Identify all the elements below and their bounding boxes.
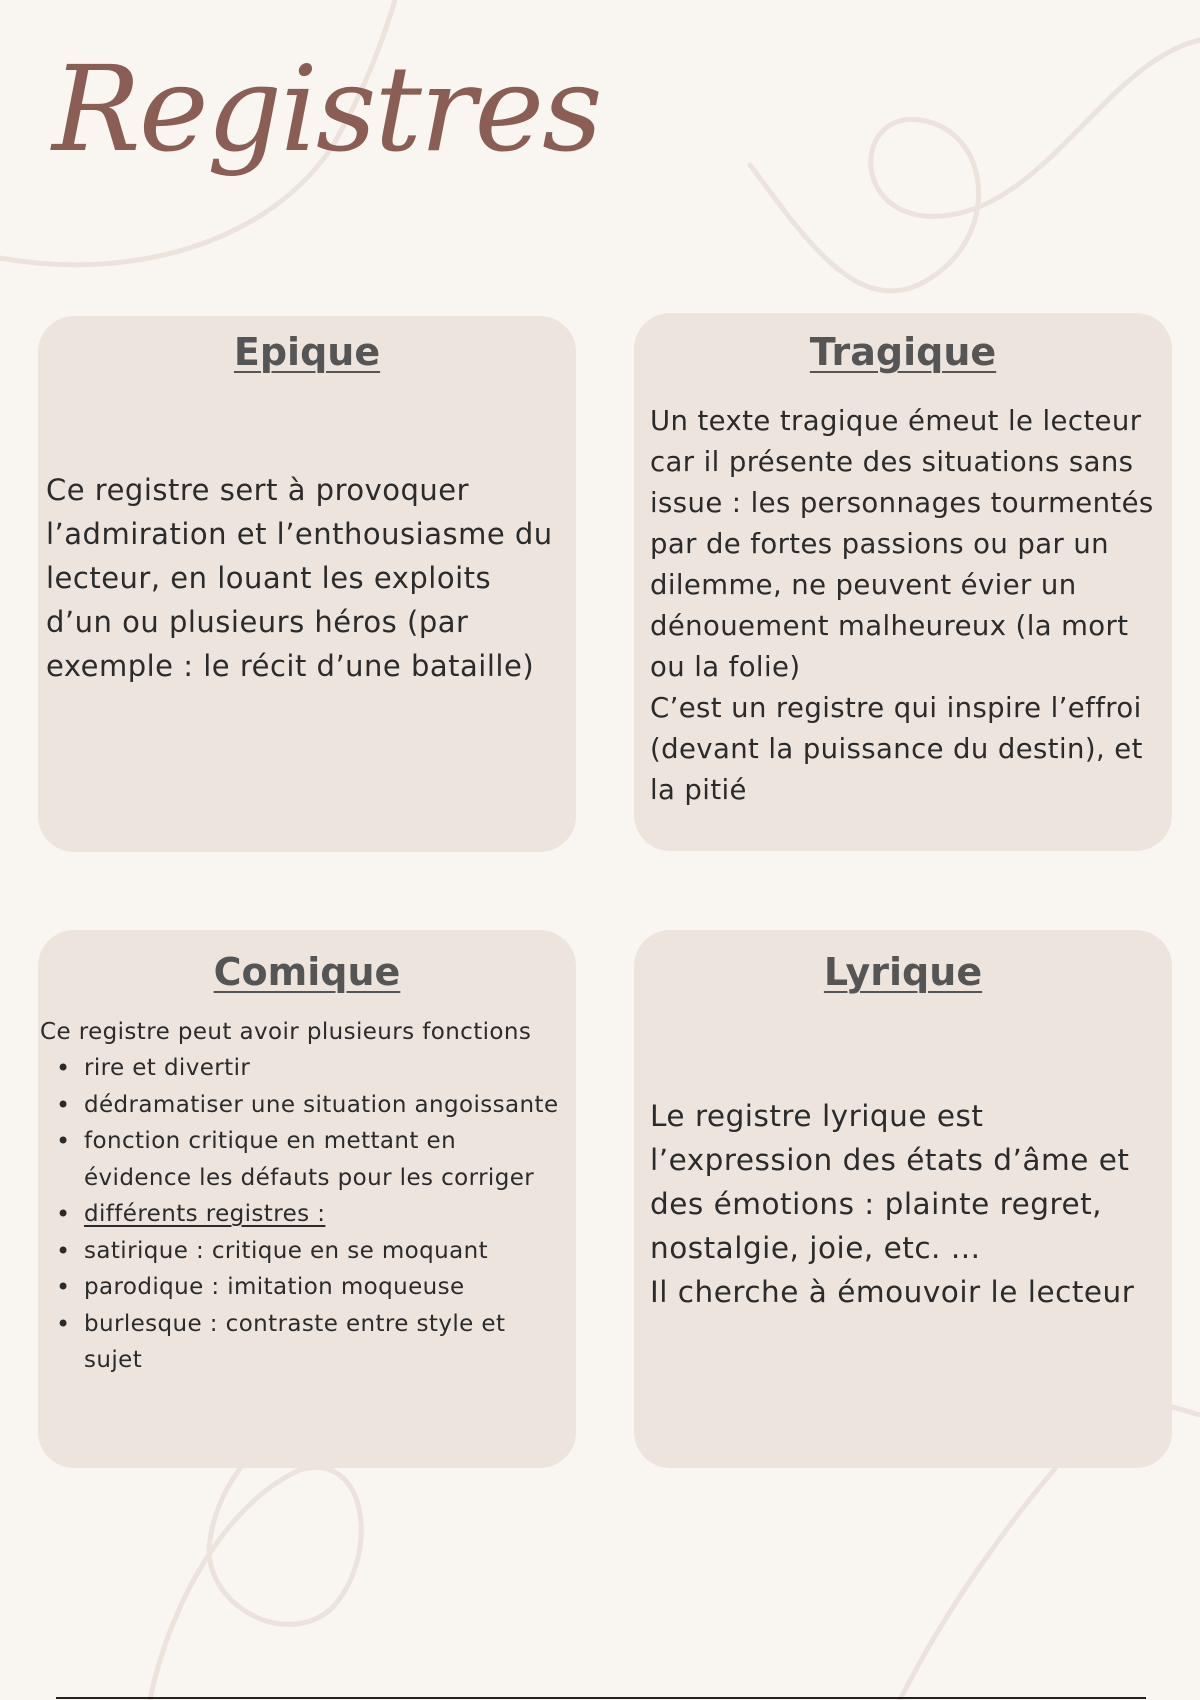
card-line: d’un ou plusieurs héros (par [46, 605, 469, 639]
card-line: par de fortes passions ou par un [650, 528, 1109, 560]
bottom-divider [56, 1697, 1146, 1699]
list-item: • burlesque : contraste entre style et sujet [84, 1306, 564, 1379]
card-heading: Comique [213, 950, 401, 994]
card-line: lecteur, en louant les exploits [46, 561, 492, 595]
card-line: ou la folie) [650, 651, 801, 683]
list-item: • dédramatiser une situation angoissante [84, 1087, 564, 1124]
list-item: • parodique : imitation moqueuse [84, 1269, 564, 1306]
bullet-list [84, 1050, 564, 1379]
card-line: Ce registre sert à provoquer [46, 473, 470, 507]
list-item: • différents registres : [84, 1196, 564, 1233]
card-lyrique [634, 930, 1172, 1468]
card-body [46, 468, 576, 688]
list-item: • fonction critique en mettant en évidence les défauts pour les corriger [84, 1123, 564, 1196]
card-comique [38, 930, 576, 1468]
card-line: l’expression des états d’âme et [650, 1143, 1130, 1177]
card-line: Il cherche à émouvoir le lecteur [650, 1275, 1135, 1309]
card-line: dénouement malheureux (la mort [650, 610, 1129, 642]
card-line: (devant la puissance du destin), et [650, 733, 1143, 765]
card-heading: Tragique [809, 330, 997, 374]
card-line: nostalgie, joie, etc. ... [650, 1231, 981, 1265]
card-line: des émotions : plainte regret, [650, 1187, 1103, 1221]
card-intro: Ce registre peut avoir plusieurs fonctions [40, 1019, 532, 1045]
card-line: Un texte tragique émeut le lecteur [650, 405, 1142, 437]
card-line: dilemme, ne peuvent évier un [650, 569, 1077, 601]
card-epique [38, 316, 576, 852]
card-tragique [634, 313, 1172, 851]
card-heading: Epique [233, 330, 381, 374]
card-line: issue : les personnages tourmentés [650, 487, 1154, 519]
page-title: Registres [52, 40, 601, 178]
card-heading: Lyrique [823, 950, 983, 994]
card-line: la pitié [650, 774, 747, 806]
card-line: exemple : le récit d’une bataille) [46, 649, 535, 683]
card-line: C’est un registre qui inspire l’effroi [650, 692, 1142, 724]
card-line: Le registre lyrique est [650, 1099, 984, 1133]
card-body [650, 401, 1170, 811]
list-item: • satirique : critique en se moquant [84, 1233, 564, 1270]
card-line: car il présente des situations sans [650, 446, 1134, 478]
card-line: l’admiration et l’enthousiasme du [46, 517, 553, 551]
card-body [650, 1094, 1170, 1314]
list-item: • rire et divertir [84, 1050, 564, 1087]
